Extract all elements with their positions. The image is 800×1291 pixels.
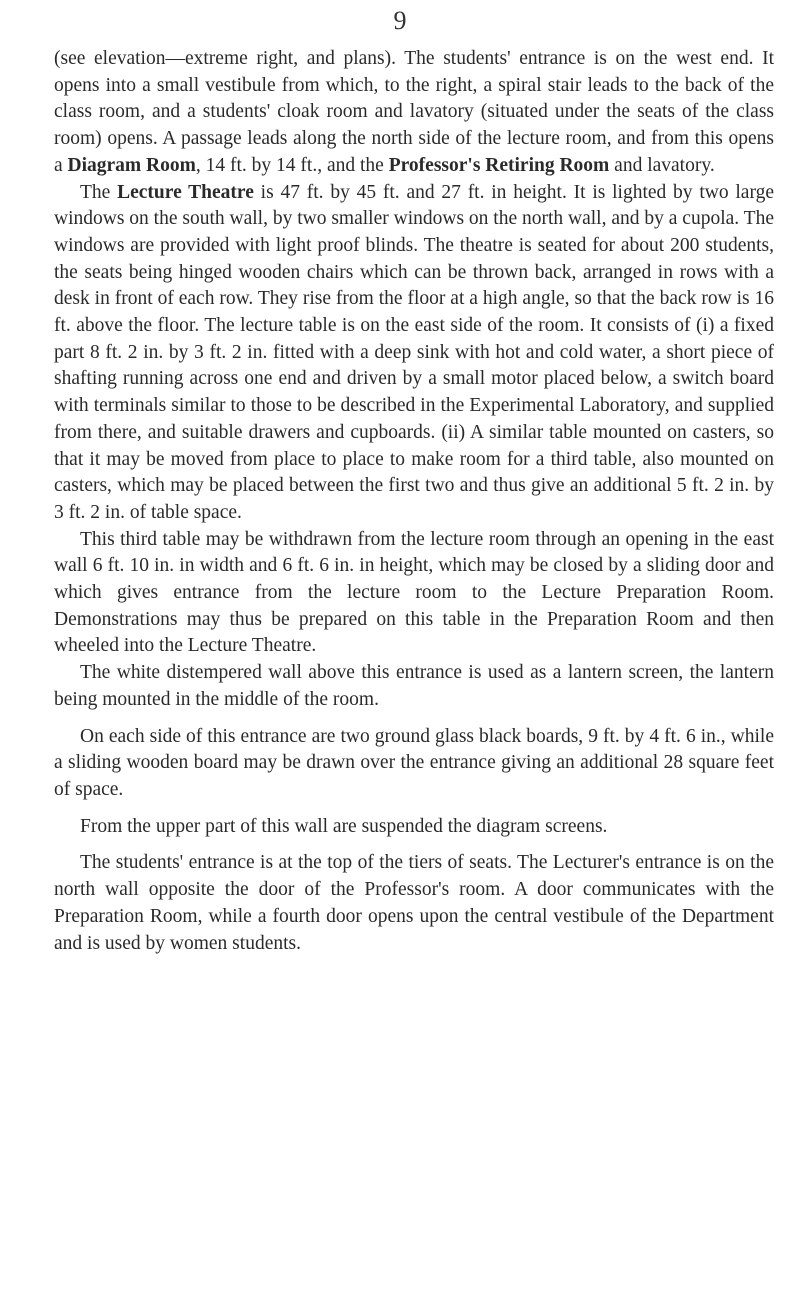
text-run: (see elevation—extreme right, and plans). The students' entrance is on the west end. It opens into a small vestibule from which, to the right, a spiral stair leads to the back of the class room, and a students' cloak room and lavatory (situated under the seats of the class room) opens. A passage leads along the north side of the lecture room, and from this opens a — [54, 48, 774, 176]
paragraph-lantern-screen — [54, 660, 774, 713]
heading-lecture-theatre: Lecture Theatre — [117, 181, 254, 203]
text-run: is 47 ft. by 45 ft. and 27 ft. in height. It is lighted by two large windows on the south wall, by two smaller windows on the north wall, and by a cupola. The windows are provided with light proof blinds. The theatre is seated for about 200 students, the seats being hinged wooden chairs which can be thrown back, arranged in rows with a desk in front of each row. They rise from the floor at a high angle, so that the back row is 16 ft. above the floor. The lecture table is on the east side of the room. It consists of (i) a fixed part 8 ft. 2 in. by 3 ft. 2 in. fitted with a deep sink with hot and cold water, a short piece of shafting running across one end and driven by a small motor placed below, a switch board with terminals similar to those to be described in the Experimental Laboratory, and supplied from there, and suitable drawers and cupboards. (ii) A similar table mounted on casters, so that it may be moved from place to place to make room for a third table, also mounted on casters, which may be placed between the first two and thus give an additional 5 ft. 2 in. by 3 ft. 2 in. of table space. — [54, 181, 775, 523]
page-number: 9 — [393, 6, 407, 35]
text-run: The white distempered wall above this entrance is used as a lantern screen, the lantern being mounted in the middle of the room. — [54, 662, 774, 710]
heading-professors-retiring-room: Professor's Retiring Room — [388, 154, 610, 176]
paragraph-entrances — [54, 850, 774, 957]
text-run: The — [80, 181, 118, 203]
paragraph-black-boards — [54, 724, 774, 804]
paragraph-diagram-screens — [54, 814, 774, 841]
text-run: , 14 ft. by 14 ft., and the — [195, 154, 389, 176]
heading-diagram-room: Diagram Room — [67, 154, 196, 176]
text-run: The students' entrance is at the top of the tiers of seats. The Lecturer's entrance is on the north wall opposite the door of the Professor's room. A door communicates with the Preparation Room, while a fourth door opens upon the central vestibule of the Department and is used by women students. — [54, 852, 774, 954]
paragraph-students-entrance — [54, 46, 774, 180]
paragraph-lecture-theatre — [54, 180, 774, 527]
body-text — [54, 46, 774, 957]
text-run: On each side of this entrance are two ground glass black boards, 9 ft. by 4 ft. 6 in., while a sliding wooden board may be drawn over the entrance giving an additional 28 square feet of space. — [54, 725, 774, 800]
paragraph-third-table — [54, 527, 774, 661]
text-run: From the upper part of this wall are suspended the diagram screens. — [80, 815, 608, 837]
text-run: and lavatory. — [609, 154, 715, 176]
text-run: This third table may be withdrawn from the lecture room through an opening in the east wall 6 ft. 10 in. in width and 6 ft. 6 in. in height, which may be closed by a sliding door and which gives entrance from the lecture room to the Lecture Preparation Room. Demonstrations may thus be prepared on this table in the Preparation Room and then wheeled into the Lecture Theatre. — [54, 528, 774, 657]
